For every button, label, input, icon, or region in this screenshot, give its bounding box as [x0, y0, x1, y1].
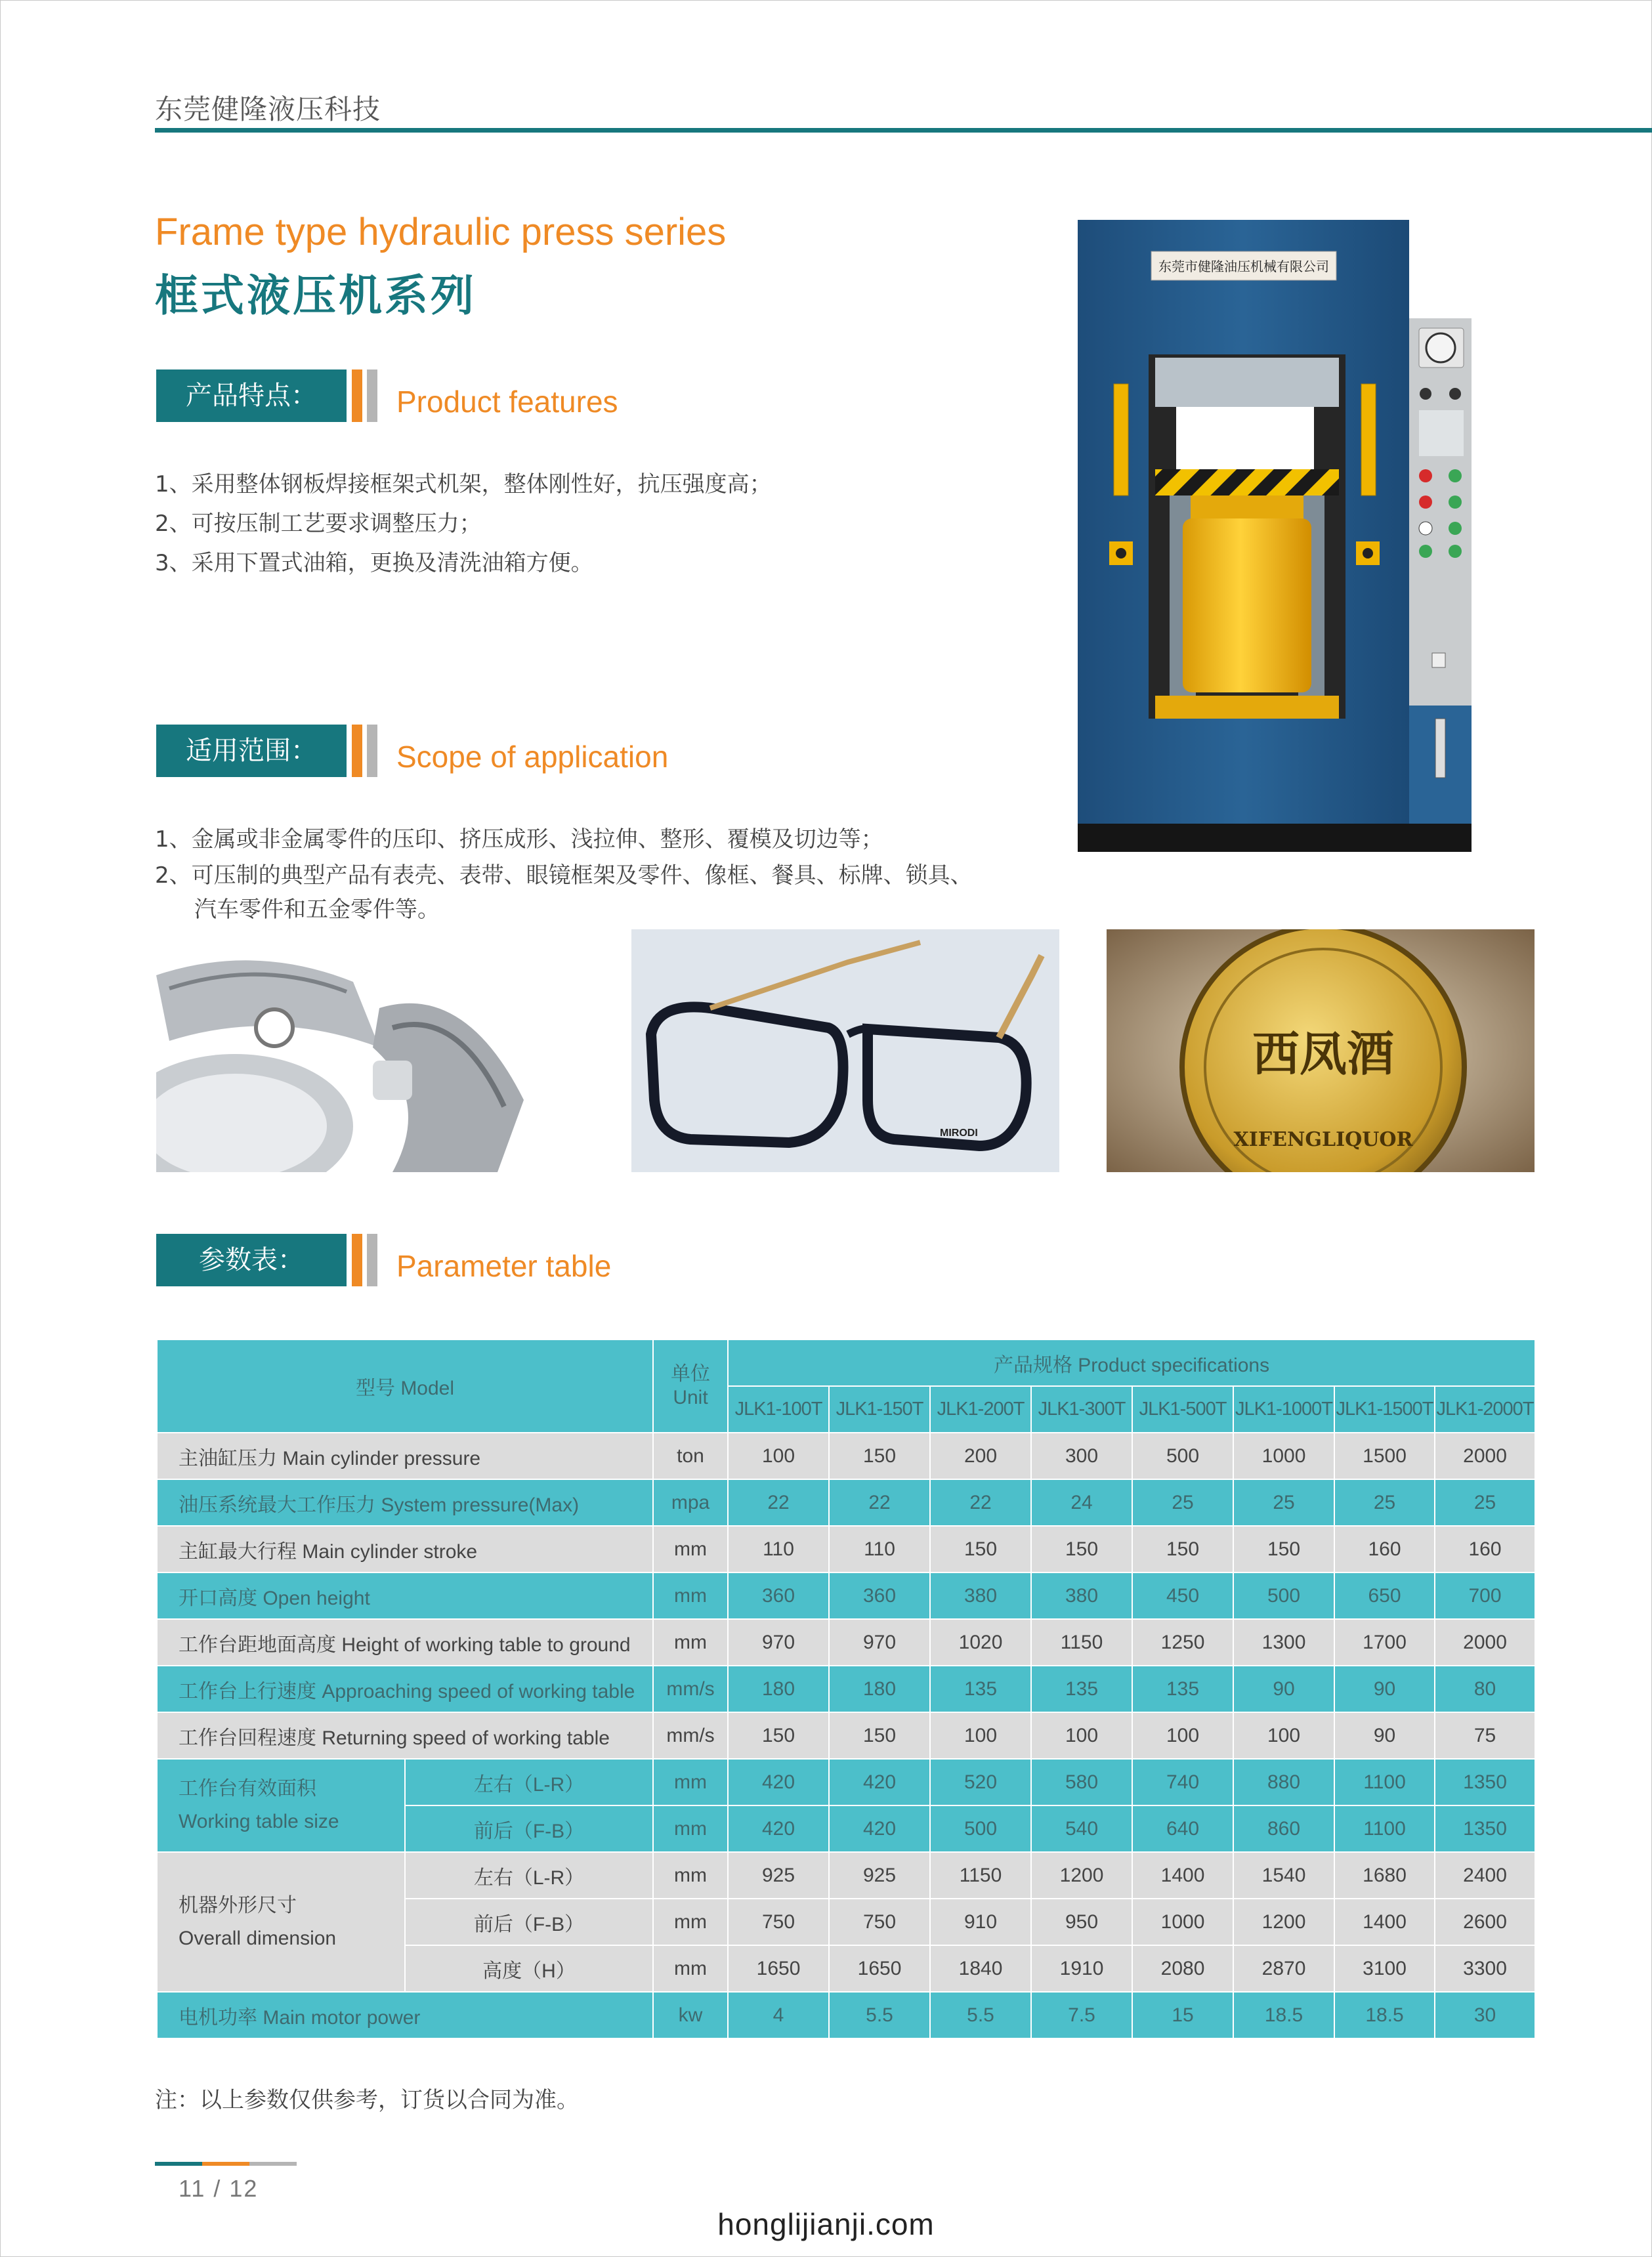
value-cell: 22 — [728, 1479, 829, 1526]
value-cell: 150 — [1233, 1526, 1334, 1572]
value-cell: 1400 — [1132, 1852, 1233, 1899]
value-cell: 200 — [930, 1433, 1031, 1479]
row-unit: mm/s — [653, 1666, 728, 1712]
value-cell: 1200 — [1031, 1852, 1132, 1899]
features-item-1: 1、采用整体钢板焊接框架式机架，整体刚性好，抗压强度高； — [155, 471, 772, 497]
table-row — [157, 1712, 1535, 1759]
sub-label: 左右（L-R） — [405, 1759, 653, 1805]
features-label-cn: 产品特点： — [156, 369, 347, 422]
value-cell: 1100 — [1334, 1805, 1435, 1852]
model-header: 型号 Model — [157, 1339, 653, 1433]
value-cell: 1300 — [1233, 1619, 1334, 1666]
value-cell: 180 — [829, 1666, 930, 1712]
parameter-table — [156, 1339, 1536, 2039]
coin-cn-text: 西凤酒 — [1252, 1026, 1395, 1082]
title-cn: 框式液压机系列 — [155, 270, 477, 321]
value-cell: 1200 — [1233, 1899, 1334, 1945]
value-cell: 180 — [728, 1666, 829, 1712]
value-cell: 970 — [728, 1619, 829, 1666]
value-cell: 110 — [829, 1526, 930, 1572]
value-cell: 880 — [1233, 1759, 1334, 1805]
value-cell: 910 — [930, 1899, 1031, 1945]
value-cell: 1650 — [829, 1945, 930, 1992]
sub-label: 左右（L-R） — [405, 1852, 653, 1899]
value-cell: 1400 — [1334, 1899, 1435, 1945]
row-unit: mm — [653, 1852, 728, 1899]
value-cell: 420 — [829, 1759, 930, 1805]
value-cell: 25 — [1132, 1479, 1233, 1526]
accent-bar-gray — [367, 725, 377, 777]
table-row — [157, 1759, 1535, 1805]
value-cell: 640 — [1132, 1805, 1233, 1852]
value-cell: 25 — [1334, 1479, 1435, 1526]
footnote: 注：以上参数仅供参考，订货以合同为准。 — [155, 2087, 579, 2113]
params-label-cn: 参数表： — [156, 1234, 347, 1286]
value-cell: 5.5 — [829, 1992, 930, 2038]
value-cell: 135 — [930, 1666, 1031, 1712]
value-cell: 150 — [829, 1433, 930, 1479]
value-cell: 2080 — [1132, 1945, 1233, 1992]
model-name-cell: JLK1-150T — [829, 1386, 930, 1433]
value-cell: 925 — [728, 1852, 829, 1899]
scope-label-en: Scope of application — [396, 740, 669, 774]
value-cell: 500 — [1132, 1433, 1233, 1479]
value-cell: 750 — [728, 1899, 829, 1945]
value-cell: 100 — [1132, 1712, 1233, 1759]
value-cell: 520 — [930, 1759, 1031, 1805]
model-name-cell: JLK1-200T — [930, 1386, 1031, 1433]
row-unit: mm — [653, 1899, 728, 1945]
value-cell: 18.5 — [1334, 1992, 1435, 2038]
row-unit: mpa — [653, 1479, 728, 1526]
overall-label-cn: 机器外形尺寸 — [179, 1894, 297, 1916]
value-cell: 380 — [930, 1572, 1031, 1619]
scope-item-2-cont: 汽车零件和五金零件等。 — [194, 896, 440, 923]
machine-nameplate: 东莞市健隆油压机械有限公司 — [1158, 259, 1329, 274]
model-name-cell: JLK1-500T — [1132, 1386, 1233, 1433]
table-row — [157, 1526, 1535, 1572]
value-cell: 360 — [728, 1572, 829, 1619]
table-row — [157, 1479, 1535, 1526]
value-cell: 100 — [1031, 1712, 1132, 1759]
table_size-label-cn: 工作台有效面积 — [179, 1778, 316, 1800]
value-cell: 1540 — [1233, 1852, 1334, 1899]
value-cell: 450 — [1132, 1572, 1233, 1619]
model-name-cell: JLK1-2000T — [1435, 1386, 1535, 1433]
value-cell: 80 — [1435, 1666, 1535, 1712]
value-cell: 18.5 — [1233, 1992, 1334, 2038]
value-cell: 420 — [728, 1759, 829, 1805]
sub-label: 高度（H） — [405, 1945, 653, 1992]
row-label: 油压系统最大工作压力 System pressure(Max) — [157, 1479, 653, 1526]
accent-bar-orange — [352, 1234, 362, 1286]
table_size-group-label — [157, 1759, 405, 1852]
value-cell: 580 — [1031, 1759, 1132, 1805]
value-cell: 7.5 — [1031, 1992, 1132, 2038]
glasses-brand: MIRODI — [940, 1128, 978, 1139]
website-url: honglijianji.com — [717, 2207, 935, 2241]
value-cell: 25 — [1435, 1479, 1535, 1526]
value-cell: 970 — [829, 1619, 930, 1666]
row-unit: mm — [653, 1759, 728, 1805]
table-row — [157, 1992, 1535, 2038]
value-cell: 750 — [829, 1899, 930, 1945]
accent-bar-orange — [352, 725, 362, 777]
value-cell: 22 — [829, 1479, 930, 1526]
table-row — [157, 1852, 1535, 1899]
accent-bar-gray — [367, 1234, 377, 1286]
value-cell: 700 — [1435, 1572, 1535, 1619]
row-label: 开口高度 Open height — [157, 1572, 653, 1619]
row-unit: mm — [653, 1945, 728, 1992]
value-cell: 5.5 — [930, 1992, 1031, 2038]
value-cell: 4 — [728, 1992, 829, 2038]
accent-bar-orange — [352, 369, 362, 422]
value-cell: 25 — [1233, 1479, 1334, 1526]
value-cell: 30 — [1435, 1992, 1535, 2038]
row-label: 工作台上行速度 Approaching speed of working table — [157, 1666, 653, 1712]
value-cell: 150 — [829, 1712, 930, 1759]
title-en: Frame type hydraulic press series — [155, 211, 727, 253]
value-cell: 1150 — [1031, 1619, 1132, 1666]
value-cell: 3300 — [1435, 1945, 1535, 1992]
model-name-cell: JLK1-1500T — [1334, 1386, 1435, 1433]
value-cell: 1350 — [1435, 1759, 1535, 1805]
value-cell: 150 — [930, 1526, 1031, 1572]
row-unit: mm — [653, 1619, 728, 1666]
value-cell: 100 — [930, 1712, 1031, 1759]
value-cell: 2870 — [1233, 1945, 1334, 1992]
value-cell: 1250 — [1132, 1619, 1233, 1666]
accent-bar-gray — [367, 369, 377, 422]
value-cell: 2400 — [1435, 1852, 1535, 1899]
page-rule-orange — [202, 2162, 249, 2166]
eyeglasses-photo — [631, 929, 1059, 1172]
value-cell: 380 — [1031, 1572, 1132, 1619]
value-cell: 150 — [728, 1712, 829, 1759]
value-cell: 24 — [1031, 1479, 1132, 1526]
features-item-3: 3、采用下置式油箱，更换及清洗油箱方便。 — [155, 550, 593, 576]
row-label: 工作台回程速度 Returning speed of working table — [157, 1712, 653, 1759]
value-cell: 75 — [1435, 1712, 1535, 1759]
scope-label-cn: 适用范围： — [156, 725, 347, 777]
page-rule-teal — [155, 2162, 202, 2166]
page-number: 11 / 12 — [179, 2175, 259, 2202]
scope-item-1: 1、金属或非金属零件的压印、挤压成形、浅拉伸、整形、覆模及切边等； — [155, 826, 883, 853]
value-cell: 360 — [829, 1572, 930, 1619]
model-name-cell: JLK1-100T — [728, 1386, 829, 1433]
value-cell: 1700 — [1334, 1619, 1435, 1666]
value-cell: 1650 — [728, 1945, 829, 1992]
value-cell: 1020 — [930, 1619, 1031, 1666]
value-cell: 90 — [1233, 1666, 1334, 1712]
value-cell: 1350 — [1435, 1805, 1535, 1852]
value-cell: 1100 — [1334, 1759, 1435, 1805]
value-cell: 160 — [1334, 1526, 1435, 1572]
value-cell: 1000 — [1132, 1899, 1233, 1945]
table-row — [157, 1433, 1535, 1479]
features-item-2: 2、可按压制工艺要求调整压力； — [155, 511, 482, 537]
scope-item-2: 2、可压制的典型产品有表壳、表带、眼镜框架及零件、像框、餐具、标牌、锁具、 — [155, 862, 973, 889]
value-cell: 160 — [1435, 1526, 1535, 1572]
coin-en-text: XIFENGLIQUOR — [1233, 1128, 1413, 1151]
row-label: 主缸最大行程 Main cylinder stroke — [157, 1526, 653, 1572]
table-row — [157, 1619, 1535, 1666]
value-cell: 650 — [1334, 1572, 1435, 1619]
value-cell: 22 — [930, 1479, 1031, 1526]
value-cell: 1500 — [1334, 1433, 1435, 1479]
table-header-row — [157, 1339, 1535, 1386]
row-unit: mm — [653, 1526, 728, 1572]
value-cell: 300 — [1031, 1433, 1132, 1479]
hydraulic-press-image — [1078, 220, 1472, 852]
watch-band-photo — [156, 929, 584, 1172]
value-cell: 500 — [1233, 1572, 1334, 1619]
table-row — [157, 1666, 1535, 1712]
value-cell: 2000 — [1435, 1619, 1535, 1666]
model-name-cell: JLK1-300T — [1031, 1386, 1132, 1433]
value-cell: 2000 — [1435, 1433, 1535, 1479]
value-cell: 135 — [1031, 1666, 1132, 1712]
company-name: 东莞健隆液压科技 — [155, 93, 381, 125]
row-label: 工作台距地面高度 Height of working table to ground — [157, 1619, 653, 1666]
sub-label: 前后（F-B） — [405, 1805, 653, 1852]
scope-list — [155, 820, 973, 927]
value-cell: 740 — [1132, 1759, 1233, 1805]
sub-label: 前后（F-B） — [405, 1899, 653, 1945]
commemorative-coin-photo — [1107, 929, 1535, 1172]
spec-header: 产品规格 Product specifications — [728, 1339, 1535, 1386]
value-cell: 1910 — [1031, 1945, 1132, 1992]
row-unit: mm — [653, 1572, 728, 1619]
value-cell: 500 — [930, 1805, 1031, 1852]
value-cell: 950 — [1031, 1899, 1132, 1945]
value-cell: 925 — [829, 1852, 930, 1899]
row-unit: kw — [653, 1992, 728, 2038]
value-cell: 420 — [728, 1805, 829, 1852]
value-cell: 540 — [1031, 1805, 1132, 1852]
row-unit: ton — [653, 1433, 728, 1479]
value-cell: 3100 — [1334, 1945, 1435, 1992]
row-unit: mm/s — [653, 1712, 728, 1759]
value-cell: 1680 — [1334, 1852, 1435, 1899]
value-cell: 2600 — [1435, 1899, 1535, 1945]
value-cell: 150 — [1031, 1526, 1132, 1572]
page-rule-gray — [249, 2162, 297, 2166]
header-rule — [155, 128, 1652, 133]
value-cell: 1150 — [930, 1852, 1031, 1899]
value-cell: 135 — [1132, 1666, 1233, 1712]
model-name-cell: JLK1-1000T — [1233, 1386, 1334, 1433]
features-label-en: Product features — [396, 385, 618, 419]
row-label: 主油缸压力 Main cylinder pressure — [157, 1433, 653, 1479]
unit-header: 单位 Unit — [653, 1339, 728, 1433]
value-cell: 90 — [1334, 1712, 1435, 1759]
params-label-en: Parameter table — [396, 1249, 612, 1283]
value-cell: 860 — [1233, 1805, 1334, 1852]
overall-group-label — [157, 1852, 405, 1992]
overall-label-en: Overall dimension — [179, 1927, 337, 1949]
value-cell: 1000 — [1233, 1433, 1334, 1479]
value-cell: 1840 — [930, 1945, 1031, 1992]
value-cell: 150 — [1132, 1526, 1233, 1572]
value-cell: 15 — [1132, 1992, 1233, 2038]
row-unit: mm — [653, 1805, 728, 1852]
value-cell: 100 — [728, 1433, 829, 1479]
value-cell: 420 — [829, 1805, 930, 1852]
row-label: 电机功率 Main motor power — [157, 1992, 653, 2038]
table-row — [157, 1572, 1535, 1619]
table_size-label-en: Working table size — [179, 1811, 339, 1832]
value-cell: 110 — [728, 1526, 829, 1572]
value-cell: 90 — [1334, 1666, 1435, 1712]
value-cell: 100 — [1233, 1712, 1334, 1759]
features-list — [155, 465, 772, 583]
